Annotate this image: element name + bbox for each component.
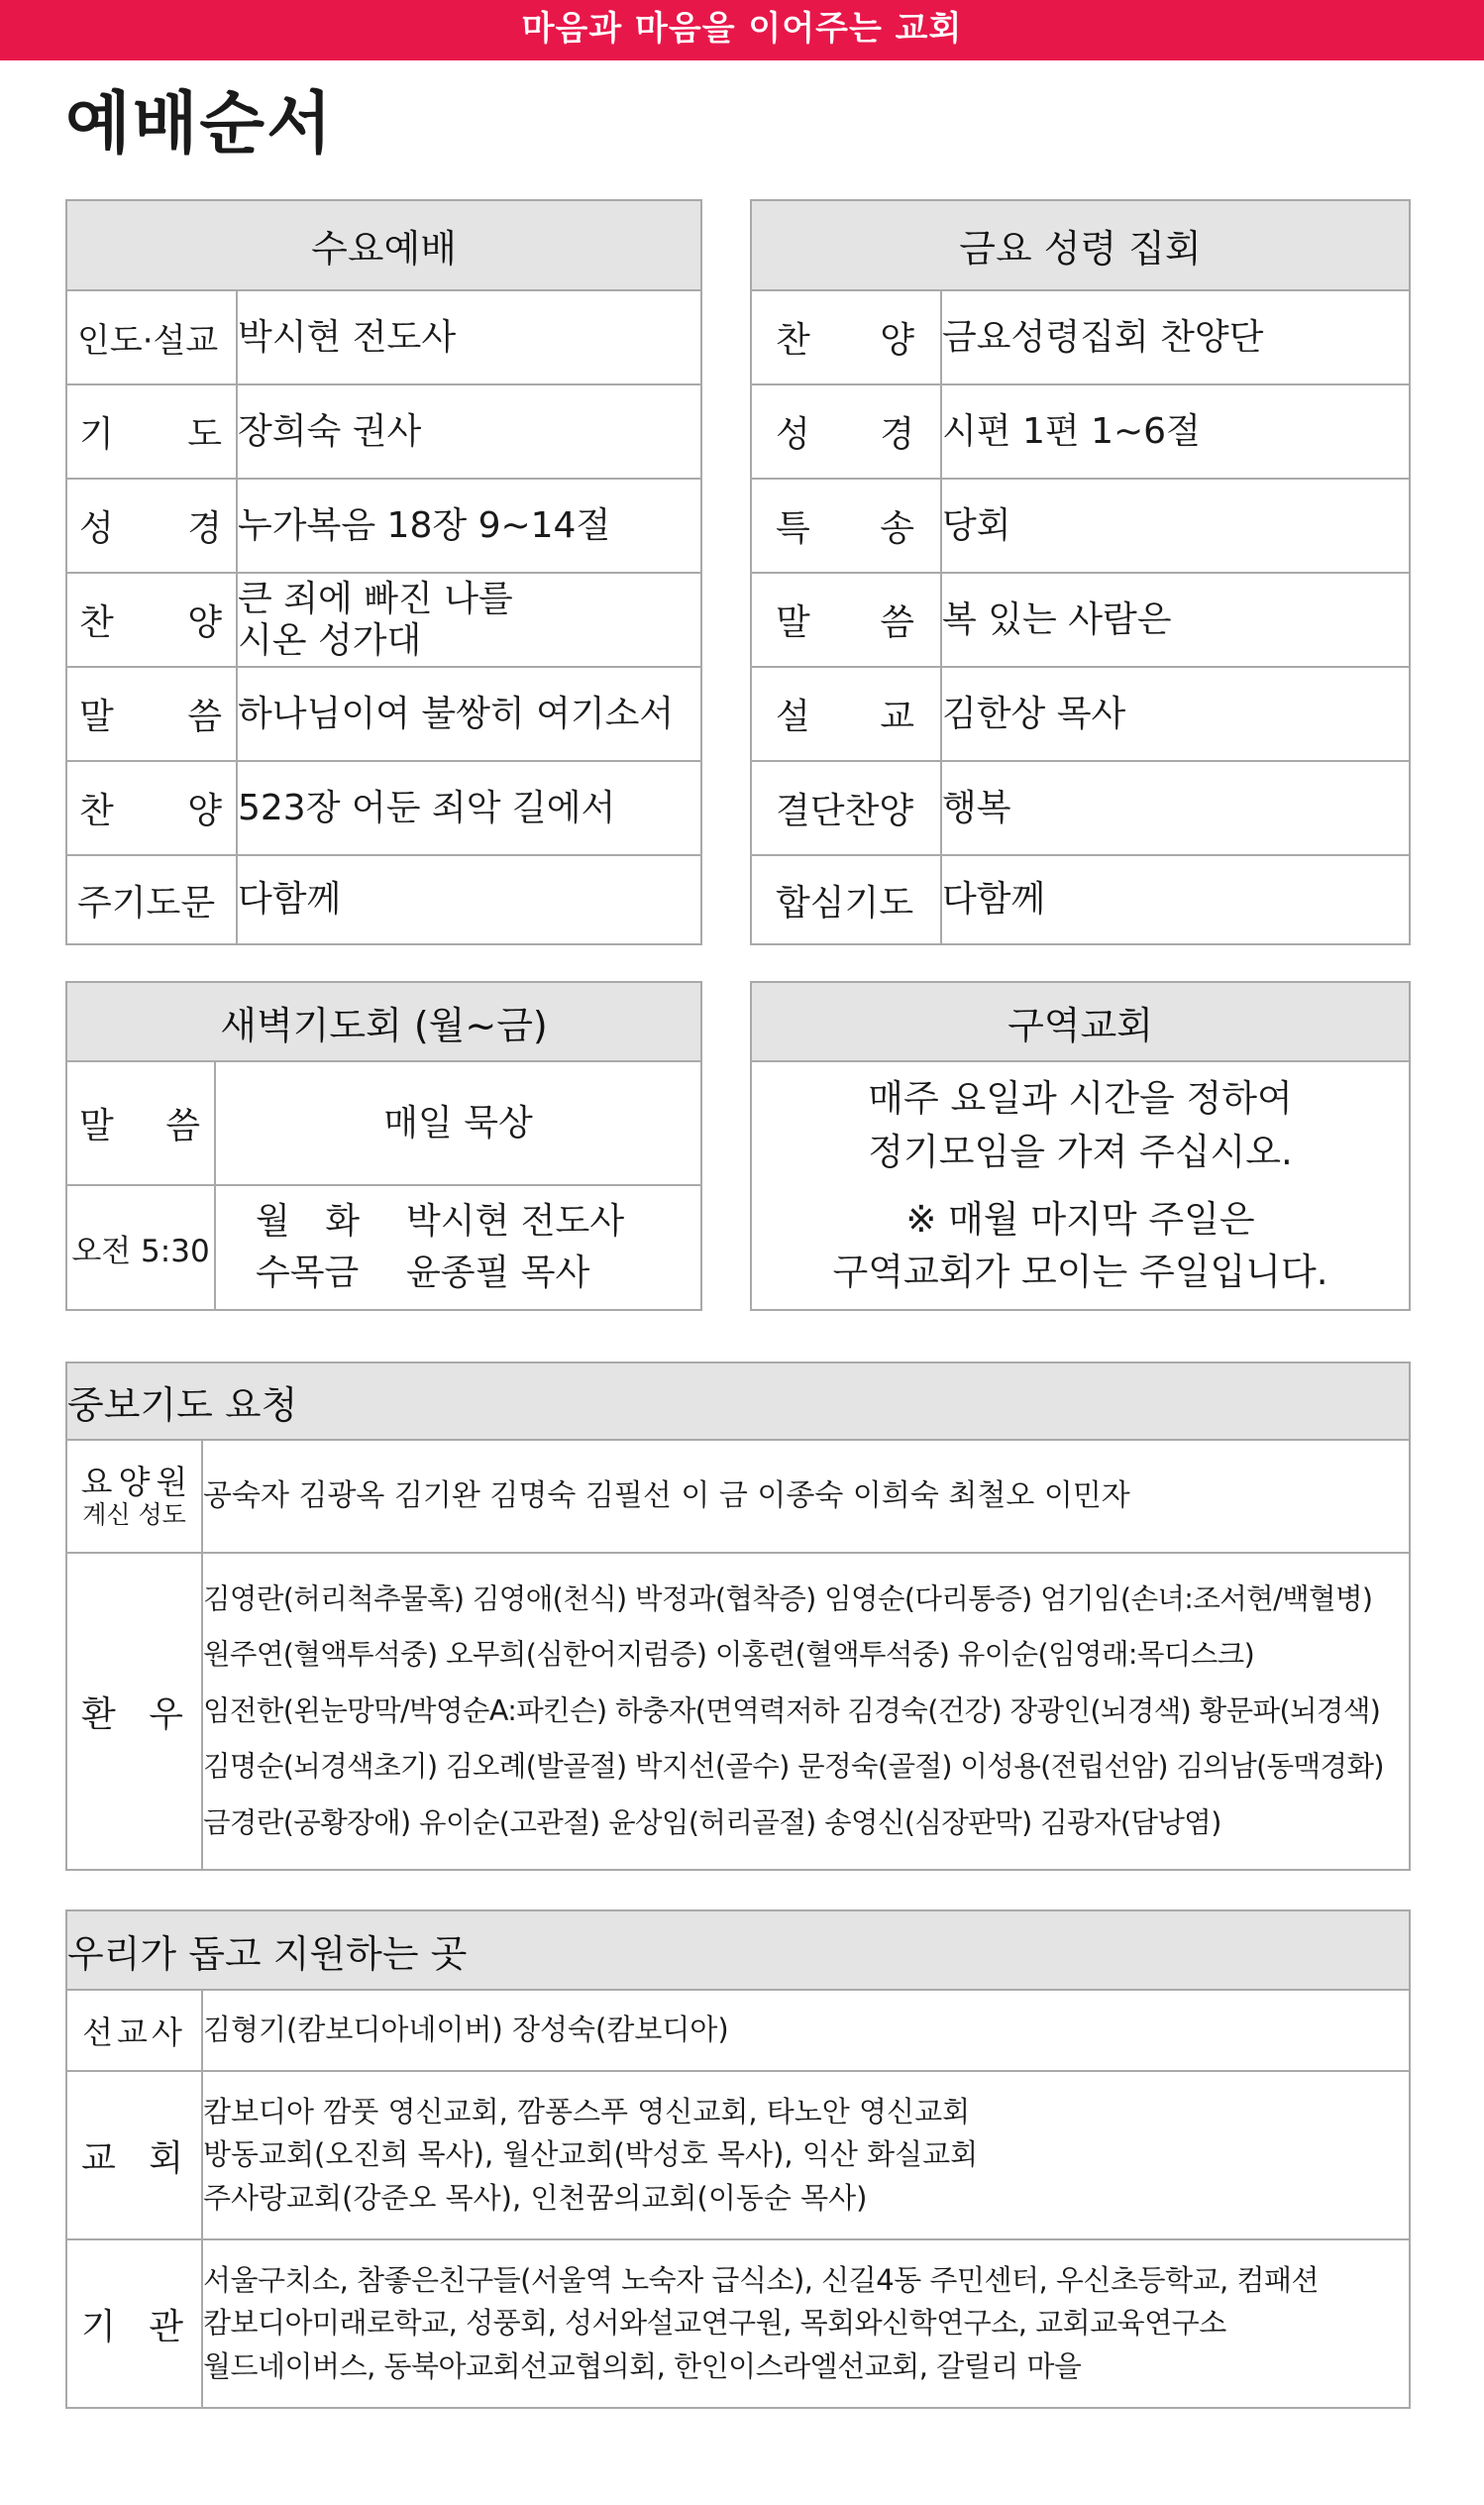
table-row	[751, 290, 1410, 384]
table-row	[751, 855, 1410, 944]
row-value: 누가복음 18장 9~14절	[237, 479, 701, 573]
church-label: 교 회	[66, 2071, 202, 2239]
row-label: 찬 양	[66, 573, 237, 667]
table-row	[66, 573, 701, 667]
nursing-home-names: 공숙자 김광옥 김기완 김명숙 김필선 이 금 이종숙 이희숙 최철오 이민자	[202, 1440, 1410, 1553]
table-row	[66, 2071, 1410, 2239]
intercession-title: 중보기도 요청	[66, 1362, 1410, 1440]
org-label: 기 관	[66, 2239, 202, 2408]
table-row	[66, 761, 701, 855]
table-row	[66, 667, 701, 761]
table-row	[66, 290, 701, 384]
top-banner: 마음과 마음을 이어주는 교회	[0, 0, 1484, 57]
row-label: 인도·설교	[66, 290, 237, 384]
table-row	[751, 479, 1410, 573]
row-value: 하나님이여 불쌍히 여기소서	[237, 667, 701, 761]
row-value: 행복	[941, 761, 1410, 855]
district-church-title: 구역교회	[751, 982, 1410, 1061]
org-list: 서울구치소, 참좋은친구들(서울역 노숙자 급식소), 신길4동 주민센터, 우신초등학교, 컴패션 캄보디아미래로학교, 성풍회, 성서와설교연구원, 목회와신학연구소, 교회교육연구소 월드네이버스, 동북아교회선교협의회, 한인이스라엘선교회, 갈릴리 마을	[202, 2239, 1410, 2408]
table-row	[66, 1553, 1410, 1870]
row-label: 성 경	[66, 479, 237, 573]
table-row	[751, 384, 1410, 479]
missionary-value: 김형기(캄보디아네이버) 장성숙(캄보디아)	[202, 1990, 1410, 2071]
district-church-notice: 매주 요일과 시간을 정하여 정기모임을 가져 주십시오. ※ 매월 마지막 주일은 구역교회가 모이는 주일입니다.	[751, 1061, 1410, 1310]
row-label: 말 씀	[66, 667, 237, 761]
row-label: 특 송	[751, 479, 941, 573]
row-value: 복 있는 사람은	[941, 573, 1410, 667]
row-value: 금요성령집회 찬양단	[941, 290, 1410, 384]
table-row	[66, 479, 701, 573]
table-row	[66, 384, 701, 479]
intercession-table	[65, 1361, 1411, 1871]
row-value: 박시현 전도사	[237, 290, 701, 384]
row-label: 찬 양	[66, 761, 237, 855]
row-label: 말 씀	[66, 1061, 215, 1185]
patients-list: 김영란(허리척추물혹) 김영애(천식) 박정과(협착증) 임영순(다리통증) 엄기임(손녀:조서현/백혈병) 원주연(혈액투석중) 오무희(심한어지럼증) 이홍련(혈액투석중) 유이순(임영래:목디스크) 임전한(왼눈망막/박영순A:파킨슨) 하충자(면역력저하 김경숙(건강) 장광인(뇌경색) 황문파(뇌경색) 김명순(뇌경색초기) 김오례(발골절) 박지선(골수) 문정숙(골절) 이성용(전립선암) 김의남(동맥경화) 금경란(공황장애) 유이순(고관절) 윤상임(허리골절) 송영신(심장판막) 김광자(담낭염)	[202, 1553, 1410, 1870]
row-label: 성 경	[751, 384, 941, 479]
row-label: 합심기도	[751, 855, 941, 944]
row-value: 김한상 목사	[941, 667, 1410, 761]
patients-label: 환 우	[66, 1553, 202, 1870]
support-title: 우리가 돕고 지원하는 곳	[66, 1910, 1410, 1990]
row-value: 큰 죄에 빠진 나를 시온 성가대	[237, 573, 701, 667]
table-row	[66, 855, 701, 944]
row-label: 결단찬양	[751, 761, 941, 855]
support-table	[65, 1909, 1411, 2409]
row-label: 주기도문	[66, 855, 237, 944]
row-value: 523장 어둔 죄악 길에서	[237, 761, 701, 855]
table-row	[751, 667, 1410, 761]
row-label: 찬 양	[751, 290, 941, 384]
table-row	[66, 1061, 701, 1185]
church-list: 캄보디아 깜풋 영신교회, 깜퐁스푸 영신교회, 타노안 영신교회 방동교회(오진희 목사), 월산교회(박성호 목사), 익산 화실교회 주사랑교회(강준오 목사), 인천꿈의교회(이동순 목사)	[202, 2071, 1410, 2239]
table-row	[751, 761, 1410, 855]
dawn-sermon-value: 매일 묵상	[215, 1061, 701, 1185]
row-value: 다함께	[941, 855, 1410, 944]
dawn-schedule: 월 화 박시현 전도사 수목금 윤종필 목사	[215, 1185, 701, 1310]
dawn-prayer-table	[65, 981, 702, 1311]
table-row	[66, 2239, 1410, 2408]
table-row	[66, 1990, 1410, 2071]
dawn-prayer-title: 새벽기도회 (월~금)	[66, 982, 701, 1061]
nursing-home-label: 요양원 계신 성도	[66, 1440, 202, 1553]
missionary-label: 선교사	[66, 1990, 202, 2071]
banner-divider	[0, 57, 1484, 60]
row-value: 시편 1편 1~6절	[941, 384, 1410, 479]
wednesday-service-title: 수요예배	[66, 200, 701, 290]
dawn-time-label: 오전 5:30	[66, 1185, 215, 1310]
table-row	[66, 1440, 1410, 1553]
district-church-table	[750, 981, 1411, 1311]
page-title: 예배순서	[65, 85, 334, 163]
row-label: 말 씀	[751, 573, 941, 667]
row-label: 기 도	[66, 384, 237, 479]
wednesday-service-table	[65, 199, 702, 945]
row-value: 당회	[941, 479, 1410, 573]
friday-service-title: 금요 성령 집회	[751, 200, 1410, 290]
row-value: 장희숙 권사	[237, 384, 701, 479]
row-value: 다함께	[237, 855, 701, 944]
table-row	[751, 573, 1410, 667]
friday-service-table	[750, 199, 1411, 945]
table-row	[66, 1185, 701, 1310]
row-label: 설 교	[751, 667, 941, 761]
